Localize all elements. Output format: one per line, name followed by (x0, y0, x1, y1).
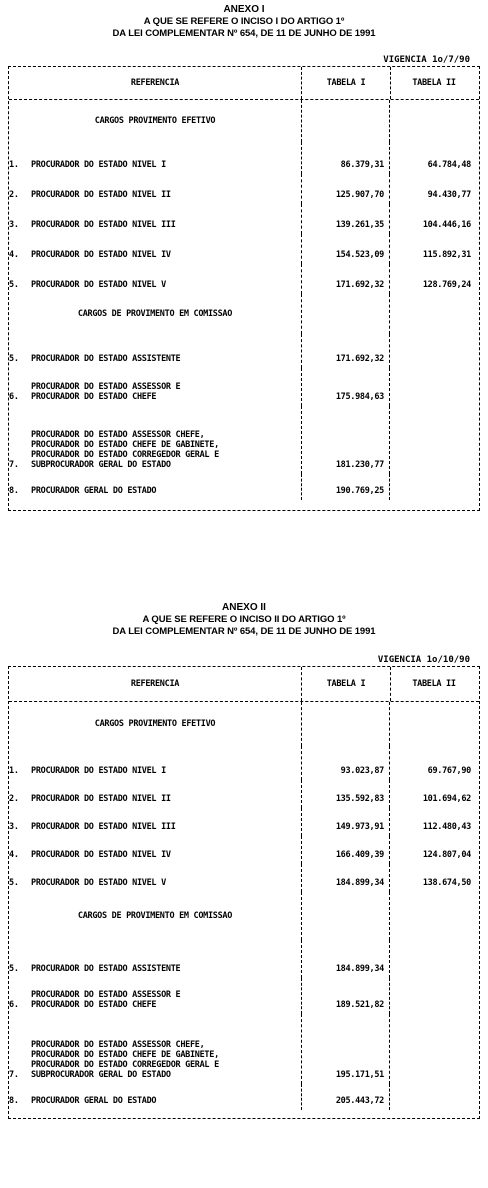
row-label: PROCURADOR DO ESTADO ASSISTENTE (31, 354, 181, 364)
section-heading-row (9, 100, 479, 142)
table-row (9, 234, 479, 264)
table-row (9, 746, 479, 780)
row-label: PROCURADOR DO ESTADO ASSESSOR CHEFE, PROCURADOR DO ESTADO CHEFE DE GABINETE, PROCURADOR DO ESTADO CORREGEDOR GERAL E SUBPROCURADOR GERAL DO ESTADO (31, 1040, 219, 1080)
row-number: 2. (9, 190, 19, 200)
annex-subtitle: A QUE SE REFERE O INCISO I DO ARTIGO 1º (143, 16, 345, 27)
annex-law-reference: DA LEI COMPLEMENTAR Nº 654, DE 11 DE JUNHO DE 1991 (112, 28, 376, 39)
tabela-1-value: 149.973,91 (301, 808, 389, 836)
row-number: 7. (9, 1070, 19, 1080)
tabela-2-value (389, 1014, 475, 1084)
vigencia-date: VIGENCIA 1o/10/90 (377, 655, 470, 665)
annex-2 (8, 602, 480, 1119)
row-number: 6. (9, 392, 19, 402)
row-number: 1. (9, 160, 19, 170)
tabela-1-value: 93.023,87 (301, 746, 389, 780)
row-label: PROCURADOR DO ESTADO ASSESSOR E PROCURADOR DO ESTADO CHEFE (31, 990, 181, 1010)
section-heading-row (9, 702, 479, 746)
tabela-2-value (389, 940, 475, 978)
table-row (9, 978, 479, 1014)
row-label: PROCURADOR DO ESTADO ASSESSOR E PROCURADOR DO ESTADO CHEFE (31, 382, 181, 402)
tabela-1-value: 205.443,72 (301, 1084, 389, 1110)
tabela-1-value: 184.899,34 (301, 940, 389, 978)
row-label: PROCURADOR DO ESTADO NIVEL I (31, 160, 166, 170)
row-number: 5. (9, 878, 19, 888)
header-tabela-1: TABELA I (301, 667, 390, 701)
tabela-2-value (389, 978, 475, 1014)
tabela-2-value: 94.430,77 (389, 174, 475, 204)
table-row (9, 940, 479, 978)
tabela-1-value: 184.899,34 (301, 864, 389, 892)
section-heading-row (9, 294, 479, 334)
row-number: 8. (9, 486, 19, 496)
table-row (9, 264, 479, 294)
row-number: 4. (9, 850, 19, 860)
table-row (9, 334, 479, 368)
row-label: PROCURADOR DO ESTADO NIVEL I (31, 766, 166, 776)
table-row (9, 474, 479, 500)
salary-table (8, 666, 480, 1119)
tabela-1-value: 154.523,09 (301, 234, 389, 264)
tabela-1-value: 195.171,51 (301, 1014, 389, 1084)
tabela-2-value: 124.807,04 (389, 836, 475, 864)
tabela-2-value: 104.446,16 (389, 204, 475, 234)
table-row (9, 864, 479, 892)
row-label: PROCURADOR GERAL DO ESTADO (31, 486, 157, 496)
tabela-2-value (389, 1084, 475, 1110)
row-label: PROCURADOR GERAL DO ESTADO (31, 1096, 157, 1106)
section-heading: CARGOS DE PROVIMENTO EM COMISSAO (77, 911, 233, 921)
row-label: PROCURADOR DO ESTADO ASSESSOR CHEFE, PROCURADOR DO ESTADO CHEFE DE GABINETE, PROCURADOR DO ESTADO CORREGEDOR GERAL E SUBPROCURADOR GERAL DO ESTADO (31, 430, 219, 470)
tabela-1-value: 181.230,77 (301, 406, 389, 474)
annex-title: ANEXO I (223, 4, 265, 15)
tabela-1-value: 139.261,35 (301, 204, 389, 234)
tabela-1-value: 135.592,83 (301, 780, 389, 808)
table-row (9, 808, 479, 836)
row-number: 5. (9, 354, 19, 364)
tabela-1-value: 171.692,32 (301, 334, 389, 368)
tabela-2-value: 64.784,48 (389, 142, 475, 174)
vigencia-date: VIGENCIA 1o/7/90 (383, 55, 470, 65)
header-tabela-1: TABELA I (301, 67, 390, 99)
table-row (9, 204, 479, 234)
tabela-1-value: 125.907,70 (301, 174, 389, 204)
header-tabela-2: TABELA II (390, 67, 477, 99)
table-header (9, 667, 479, 702)
tabela-1-value: 86.379,31 (301, 142, 389, 174)
header-referencia: REFERENCIA (130, 679, 180, 689)
tabela-1-value: 175.984,63 (301, 368, 389, 406)
tabela-2-value (389, 474, 475, 500)
section-heading-row (9, 892, 479, 940)
annex-title: ANEXO II (222, 602, 266, 613)
tabela-1-value: 166.409,39 (301, 836, 389, 864)
tabela-1-value: 190.769,25 (301, 474, 389, 500)
salary-table (8, 66, 480, 511)
row-number: 5. (9, 964, 19, 974)
table-row (9, 1084, 479, 1110)
row-label: PROCURADOR DO ESTADO NIVEL IV (31, 850, 171, 860)
tabela-2-value (389, 368, 475, 406)
row-number: 7. (9, 460, 19, 470)
row-number: 2. (9, 794, 19, 804)
row-number: 3. (9, 822, 19, 832)
row-number: 3. (9, 220, 19, 230)
table-row (9, 142, 479, 174)
row-label: PROCURADOR DO ESTADO NIVEL V (31, 878, 166, 888)
tabela-2-value (389, 334, 475, 368)
annex-1-heading (8, 4, 480, 40)
row-number: 1. (9, 766, 19, 776)
tabela-2-value: 69.767,90 (389, 746, 475, 780)
tabela-1-value: 171.692,32 (301, 264, 389, 294)
row-label: PROCURADOR DO ESTADO NIVEL IV (31, 250, 171, 260)
tabela-2-value: 115.892,31 (389, 234, 475, 264)
row-number: 4. (9, 250, 19, 260)
row-number: 6. (9, 1000, 19, 1010)
tabela-2-value: 138.674,50 (389, 864, 475, 892)
table-row (9, 406, 479, 474)
tabela-2-value: 128.769,24 (389, 264, 475, 294)
annex-1 (8, 4, 480, 511)
table-row (9, 836, 479, 864)
header-tabela-2: TABELA II (390, 667, 477, 701)
table-row (9, 1014, 479, 1084)
row-label: PROCURADOR DO ESTADO NIVEL III (31, 822, 176, 832)
row-label: PROCURADOR DO ESTADO NIVEL III (31, 220, 176, 230)
table-row (9, 780, 479, 808)
section-heading: CARGOS PROVIMENTO EFETIVO (94, 116, 216, 126)
row-number: 5. (9, 280, 19, 290)
row-number: 8. (9, 1096, 19, 1106)
tabela-2-value: 101.694,62 (389, 780, 475, 808)
tabela-1-value: 189.521,82 (301, 978, 389, 1014)
tabela-2-value: 112.480,43 (389, 808, 475, 836)
tabela-2-value (389, 406, 475, 474)
row-label: PROCURADOR DO ESTADO NIVEL II (31, 794, 171, 804)
section-heading: CARGOS PROVIMENTO EFETIVO (94, 719, 216, 729)
row-label: PROCURADOR DO ESTADO ASSISTENTE (31, 964, 181, 974)
table-row (9, 174, 479, 204)
table-header (9, 67, 479, 100)
annex-law-reference: DA LEI COMPLEMENTAR Nº 654, DE 11 DE JUNHO DE 1991 (112, 626, 376, 637)
row-label: PROCURADOR DO ESTADO NIVEL V (31, 280, 166, 290)
annex-subtitle: A QUE SE REFERE O INCISO II DO ARTIGO 1º (142, 614, 346, 625)
table-row (9, 368, 479, 406)
annex-2-heading (8, 602, 480, 638)
header-referencia: REFERENCIA (130, 78, 180, 88)
row-label: PROCURADOR DO ESTADO NIVEL II (31, 190, 171, 200)
section-heading: CARGOS DE PROVIMENTO EM COMISSAO (77, 309, 233, 319)
